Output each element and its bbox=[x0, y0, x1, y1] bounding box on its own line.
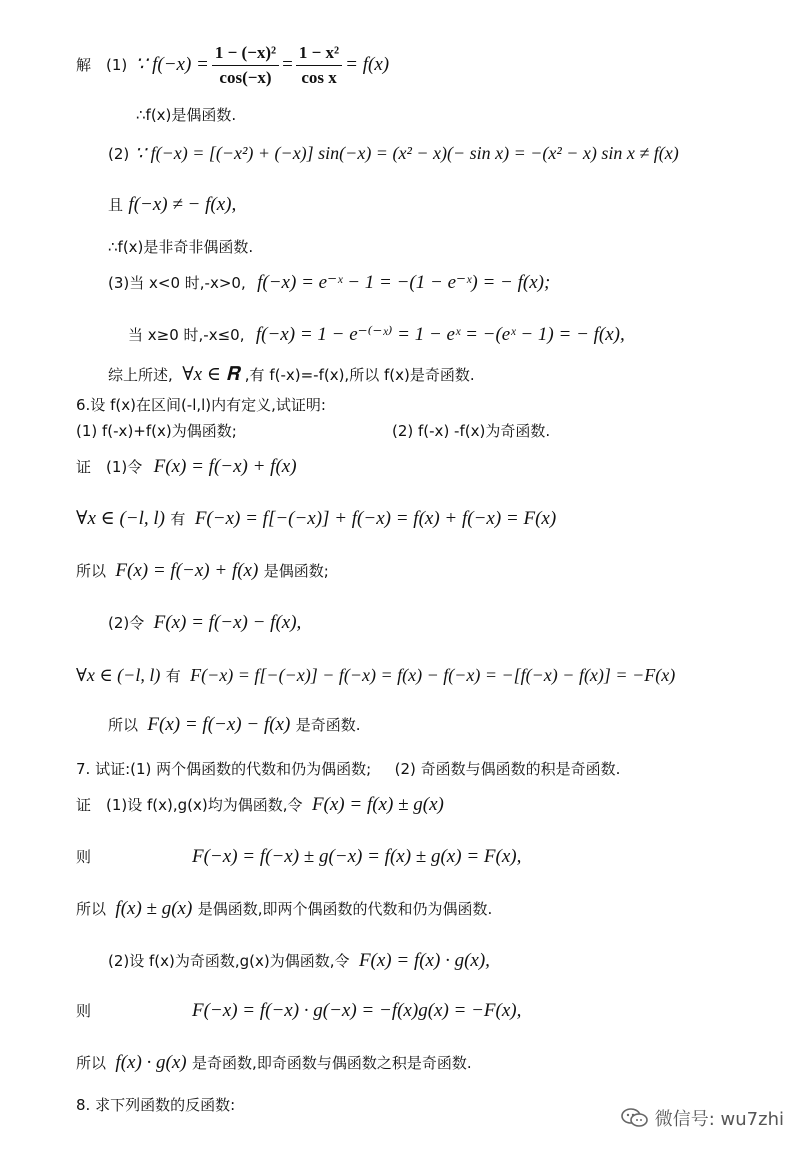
formula: F(x) = f(−x) − f(x), bbox=[153, 612, 302, 633]
formula: F(x) = f(−x) + f(x) bbox=[153, 456, 297, 477]
fraction-1-denominator: cos(−x) bbox=[219, 67, 272, 87]
formula: ∀x ∈ (−l, l) bbox=[76, 665, 161, 685]
solution-line-8 bbox=[108, 364, 475, 386]
text: 则 bbox=[76, 848, 92, 866]
solution-line-6 bbox=[108, 272, 550, 294]
text: 所以 bbox=[76, 1054, 107, 1072]
solution-label: 解 (1) bbox=[76, 56, 128, 74]
text: 当 x≥0 时,-x≤0, bbox=[128, 326, 245, 344]
problem-6-parts bbox=[76, 420, 551, 442]
fraction-1 bbox=[212, 42, 279, 89]
text: 有 bbox=[165, 667, 181, 685]
wechat-icon bbox=[621, 1107, 649, 1129]
text: 所以 bbox=[108, 716, 139, 734]
text: 所以 bbox=[76, 900, 107, 918]
fraction-2 bbox=[296, 42, 342, 89]
formula: F(x) = f(−x) − f(x) bbox=[147, 714, 291, 735]
text: 所以 bbox=[76, 562, 107, 580]
solution-line-5: ∴f(x)是非奇非偶函数. bbox=[108, 238, 254, 256]
text: 是偶函数,即两个偶函数的代数和仍为偶函数. bbox=[197, 900, 493, 918]
watermark bbox=[621, 1105, 784, 1131]
proof-7-line-4 bbox=[108, 950, 490, 972]
formula: F(x) = f(−x) + f(x) bbox=[115, 560, 259, 581]
text: (3)当 x<0 时,-x>0, bbox=[108, 274, 246, 292]
text: 且 bbox=[108, 196, 124, 214]
proof-7-line-2 bbox=[76, 846, 522, 868]
formula: f(x) ± g(x) bbox=[115, 898, 193, 919]
proof-7-line-5 bbox=[76, 1000, 522, 1022]
formula: F(−x) = f[−(−x)] + f(−x) = f(x) + f(−x) = F(x) bbox=[194, 508, 557, 529]
formula: ∀x ∈ (−l, l) bbox=[76, 508, 165, 529]
formula: f(−x) = 1 − e⁻⁽⁻ˣ⁾ = 1 − eˣ = −(eˣ − 1) = − f(x), bbox=[255, 324, 625, 345]
formula: ∀x ∈ 𝐑 bbox=[182, 364, 240, 385]
text: ,有 f(-x)=-f(x),所以 f(x)是奇函数. bbox=[244, 366, 475, 384]
proof-line-3 bbox=[76, 560, 329, 582]
formula-tail: = f(x) bbox=[345, 54, 390, 75]
formula: F(x) = f(x) · g(x), bbox=[358, 950, 490, 971]
text: 是奇函数. bbox=[295, 716, 361, 734]
equals-sign: = bbox=[282, 54, 293, 75]
formula: f(−x) ≠ − f(x), bbox=[128, 194, 237, 215]
formula: F(−x) = f[−(−x)] − f(−x) = f(x) − f(−x) = −[f(−x) − f(x)] = −F(x) bbox=[190, 665, 676, 685]
watermark-text: 微信号: wu7zhi bbox=[654, 1109, 784, 1130]
part-label: (2) bbox=[108, 145, 130, 163]
solution-line-3 bbox=[108, 142, 679, 165]
problem-6-title: 6.设 f(x)在区间(-l,l)内有定义,试证明: bbox=[76, 396, 326, 414]
formula-head: ∵ f(−x) = bbox=[135, 54, 209, 75]
solution-line-1 bbox=[76, 40, 389, 90]
proof-line-1 bbox=[76, 456, 297, 478]
part-1: (1) f(-x)+f(x)为偶函数; bbox=[76, 422, 237, 440]
text: 证 (1)令 bbox=[76, 458, 143, 476]
part-2: (2) 奇函数与偶函数的积是奇函数. bbox=[394, 760, 621, 778]
solution-line-7 bbox=[128, 324, 625, 346]
fraction-2-denominator: cos x bbox=[301, 67, 337, 87]
proof-line-6 bbox=[108, 714, 361, 736]
proof-line-4 bbox=[108, 612, 301, 634]
part-2: (2) f(-x) -f(x)为奇函数. bbox=[392, 422, 551, 440]
formula: F(−x) = f(−x) · g(−x) = −f(x)g(x) = −F(x), bbox=[192, 1000, 522, 1021]
problem-8-title: 8. 求下列函数的反函数: bbox=[76, 1096, 236, 1114]
formula: f(−x) = e⁻ˣ − 1 = −(1 − e⁻ˣ) = − f(x); bbox=[257, 272, 551, 293]
text: (2)设 f(x)为奇函数,g(x)为偶函数,令 bbox=[108, 952, 350, 970]
text: 是奇函数,即奇函数与偶函数之积是奇函数. bbox=[192, 1054, 472, 1072]
solution-line-4 bbox=[108, 194, 236, 216]
text: 证 (1)设 f(x),g(x)均为偶函数,令 bbox=[76, 796, 303, 814]
solution-line-2: ∴f(x)是偶函数. bbox=[136, 106, 237, 124]
proof-line-2 bbox=[76, 508, 556, 530]
part-1: 7. 试证:(1) 两个偶函数的代数和仍为偶函数; bbox=[76, 760, 372, 778]
fraction-2-numerator: 1 − x² bbox=[296, 42, 342, 66]
text: 综上所述, bbox=[108, 366, 173, 384]
text: 是偶函数; bbox=[263, 562, 329, 580]
formula: F(x) = f(x) ± g(x) bbox=[311, 794, 444, 815]
text: 则 bbox=[76, 1002, 92, 1020]
proof-7-line-6 bbox=[76, 1052, 472, 1074]
formula: F(−x) = f(−x) ± g(−x) = f(x) ± g(x) = F(x), bbox=[192, 846, 522, 867]
text: 有 bbox=[170, 510, 186, 528]
proof-7-line-1 bbox=[76, 794, 444, 816]
proof-line-5 bbox=[76, 664, 675, 687]
problem-7-title bbox=[76, 758, 620, 780]
fraction-1-numerator: 1 − (−x)² bbox=[212, 42, 279, 66]
formula: f(x) · g(x) bbox=[115, 1052, 187, 1073]
proof-7-line-3 bbox=[76, 898, 492, 920]
text: (2)令 bbox=[108, 614, 145, 632]
formula: ∵ f(−x) = [(−x²) + (−x)] sin(−x) = (x² − x)(− sin x) = −(x² − x) sin x ≠ f(x) bbox=[134, 143, 679, 163]
